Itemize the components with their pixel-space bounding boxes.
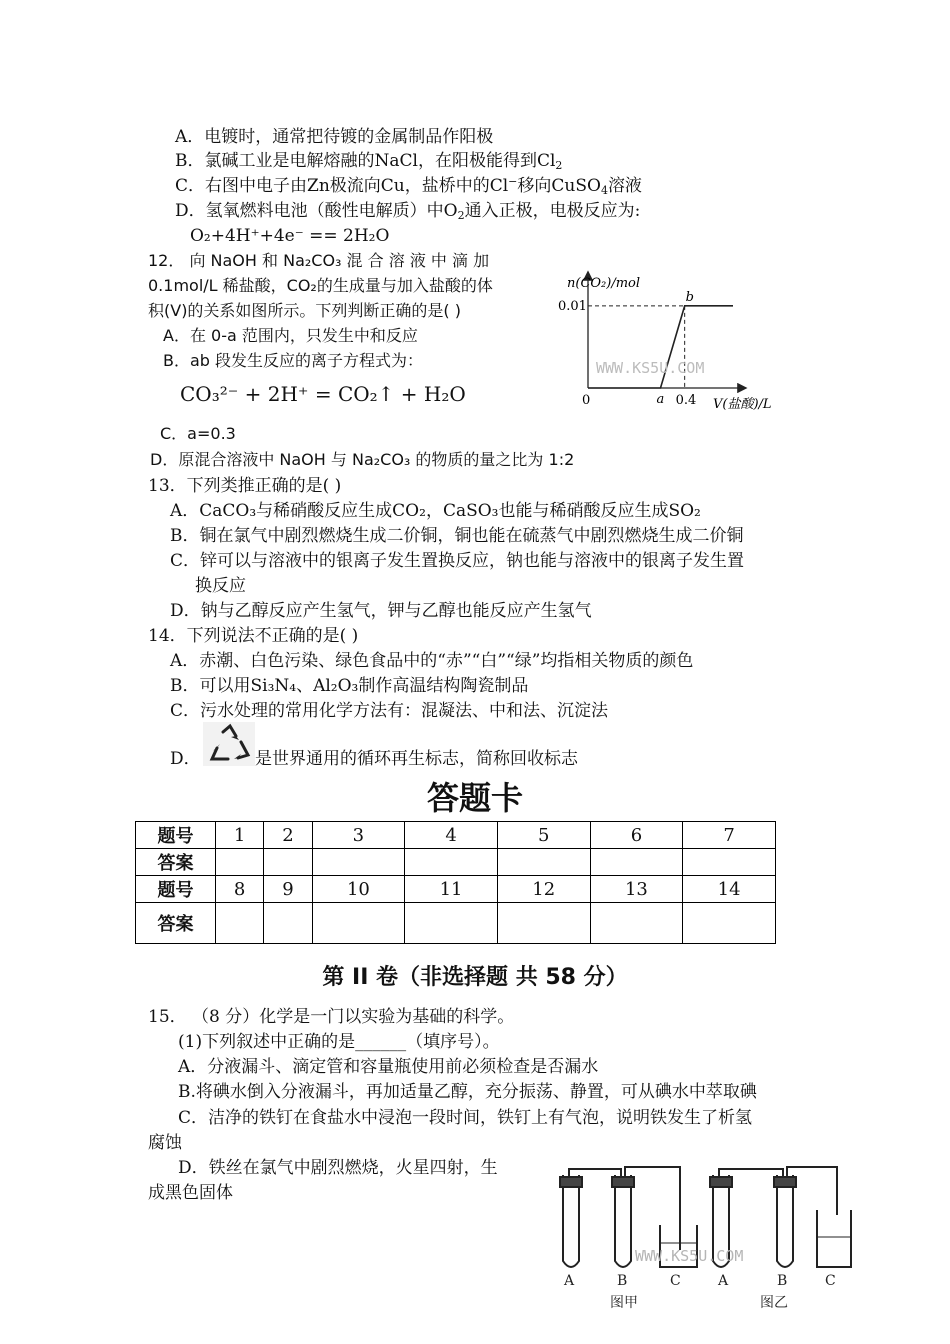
question-number-cell: 2: [264, 822, 312, 849]
table-row: [136, 876, 776, 903]
q12-co2-chart: [555, 265, 790, 415]
stopper-a-left: [560, 1177, 582, 1187]
q15-sub1: (1)下列叙述中正确的是______（填序号）。: [178, 1032, 500, 1052]
y-axis-label: n(CO₂)/mol: [567, 276, 641, 291]
answer-cell[interactable]: [590, 849, 683, 876]
x-tick-label-0-4: 0.4: [675, 393, 697, 408]
answer-card-title: 答题卡: [426, 779, 523, 817]
apparatus-figure: [555, 1165, 855, 1315]
label-c-left: C: [670, 1273, 681, 1289]
test-tube-b-left: [615, 1175, 631, 1267]
chart-watermark: WWW.KS5U.COM: [596, 359, 705, 377]
q13-option-c-line1: C．锌可以与溶液中的银离子发生置换反应，钠也能与溶液中的银离子发生置: [170, 551, 745, 571]
q13-option-c-line2: 换反应: [195, 576, 246, 596]
answer-cell[interactable]: [405, 849, 498, 876]
q14-stem: 14．下列说法不正确的是( ): [148, 626, 359, 646]
answer-cell[interactable]: [264, 849, 312, 876]
answer-cell[interactable]: [590, 903, 683, 944]
answer-cell[interactable]: [264, 903, 312, 944]
q11-equation: O₂+4H⁺+4e⁻ == 2H₂O: [190, 226, 390, 246]
section-2-title: 第 II 卷（非选择题 共 58 分）: [322, 965, 628, 990]
answer-header: 答案: [136, 849, 216, 876]
stopper-b-left: [612, 1177, 634, 1187]
label-b-right: B: [777, 1273, 788, 1289]
q11-option-b: B．氯碱工业是电解熔融的NaCl，在阳极能得到$Cl_2$: [175, 151, 563, 172]
answer-cell[interactable]: [405, 903, 498, 944]
answer-cell[interactable]: [683, 849, 776, 876]
question-number-cell: 3: [312, 822, 405, 849]
answer-cell[interactable]: [216, 849, 264, 876]
answer-header: 答案: [136, 903, 216, 944]
q13-stem: 13．下列类推正确的是( ): [148, 476, 342, 496]
q15-option-d-line1: D．铁丝在氯气中剧烈燃烧，火星四射，生: [178, 1158, 498, 1178]
answer-cell[interactable]: [312, 849, 405, 876]
test-tube-a-left: [563, 1175, 579, 1267]
q12-option-c: C．a=0.3: [160, 424, 236, 443]
table-row: [136, 903, 776, 944]
question-number-cell: 14: [683, 876, 776, 903]
question-number-header: 题号: [136, 822, 216, 849]
question-number-cell: 13: [590, 876, 683, 903]
q12-stem-line3: 积(V)的关系如图所示。下列判断正确的是( ): [148, 301, 462, 320]
x-tick-label-a: a: [656, 392, 665, 407]
y-tick-label: 0.01: [558, 298, 587, 314]
q14-option-b: B．可以用Si₃N₄、Al₂O₃制作高温结构陶瓷制品: [170, 676, 529, 696]
origin-label: 0: [582, 393, 591, 408]
question-number-cell: 12: [497, 876, 590, 903]
q12-ionic-equation: CO₃²⁻ + 2H⁺ = CO₂↑ + H₂O: [180, 382, 466, 406]
q14-option-c: C．污水处理的常用化学方法有：混凝法、中和法、沉淀法: [170, 701, 609, 721]
q12-option-b: B．ab 段发生反应的离子方程式为：: [163, 351, 424, 370]
watermark: WWW.KS5U.COM: [635, 1247, 744, 1265]
question-number-cell: 1: [216, 822, 264, 849]
caption-right: 图乙: [760, 1295, 788, 1311]
answer-card-table: [135, 821, 776, 944]
label-a-right: A: [718, 1273, 729, 1289]
question-number-cell: 8: [216, 876, 264, 903]
question-number-header: 题号: [136, 876, 216, 903]
answer-cell[interactable]: [683, 903, 776, 944]
x-axis-label: V(盐酸)/L: [713, 397, 772, 412]
beaker-c-right: [817, 1210, 851, 1267]
q15-option-c-line1: C．洁净的铁钉在食盐水中浸泡一段时间，铁钉上有气泡，说明铁发生了析氢: [178, 1108, 753, 1128]
answer-cell[interactable]: [312, 903, 405, 944]
answer-cell[interactable]: [497, 903, 590, 944]
q14-option-d-label: D．: [170, 749, 201, 769]
table-row: [136, 822, 776, 849]
question-number-cell: 10: [312, 876, 405, 903]
tube-ab-left: [569, 1169, 621, 1177]
q12-stem-line1: 12． 向 NaOH 和 Na₂CO₃ 混 合 溶 液 中 滴 加: [148, 251, 490, 270]
question-number-cell: 4: [405, 822, 498, 849]
q15-option-a: A．分液漏斗、滴定管和容量瓶使用前必须检查是否漏水: [178, 1057, 599, 1077]
question-number-cell: 6: [590, 822, 683, 849]
question-number-cell: 11: [405, 876, 498, 903]
q13-option-d: D．钠与乙醇反应产生氢气，钾与乙醇也能反应产生氢气: [170, 601, 592, 621]
test-tube-b-right: [777, 1175, 793, 1267]
q12-option-a: A．在 0-a 范围内，只发生中和反应: [163, 326, 418, 345]
question-number-cell: 9: [264, 876, 312, 903]
table-row: [136, 849, 776, 876]
point-label-b: b: [685, 289, 694, 305]
recycle-icon: [203, 722, 255, 766]
q12-stem-line2: 0.1mol/L 稀盐酸，CO₂的生成量与加入盐酸的体: [148, 276, 493, 295]
q11-option-d: D．氢氧燃料电池（酸性电解质）中$O_2$通入正极，电极反应为:: [175, 201, 641, 222]
label-c-right: C: [825, 1273, 836, 1289]
q12-option-d: D．原混合溶液中 NaOH 与 Na₂CO₃ 的物质的量之比为 1:2: [150, 450, 575, 469]
question-number-cell: 7: [683, 822, 776, 849]
q11-option-a: A．电镀时，通常把待镀的金属制品作阳极: [175, 127, 494, 147]
q14-option-a: A．赤潮、白色污染、绿色食品中的“赤”“白”“绿”均指相关物质的颜色: [170, 651, 694, 671]
q15-option-c-line2: 腐蚀: [148, 1133, 182, 1153]
q14-option-d-text: 是世界通用的循环再生标志，简称回收标志: [255, 749, 578, 769]
answer-cell[interactable]: [216, 903, 264, 944]
question-number-cell: 5: [497, 822, 590, 849]
q13-option-a: A．CaCO₃与稀硝酸反应生成CO₂，CaSO₃也能与稀硝酸反应生成SO₂: [170, 501, 701, 521]
q13-option-b: B．铜在氯气中剧烈燃烧生成二价铜，铜也能在硫蒸气中剧烈燃烧生成二价铜: [170, 526, 744, 546]
q11-option-c: C．右图中电子由Zn极流向Cu，盐桥中的Cl−移向CuSO$_4$溶液: [175, 175, 642, 197]
q15-stem: 15． （8 分）化学是一门以实验为基础的科学。: [148, 1007, 515, 1027]
answer-cell[interactable]: [497, 849, 590, 876]
q15-option-d-line2: 成黑色固体: [148, 1183, 233, 1203]
q15-option-b: B.将碘水倒入分液漏斗，再加适量乙醇，充分振荡、静置，可从碘水中萃取碘: [178, 1082, 757, 1102]
label-b-left: B: [617, 1273, 628, 1289]
caption-left: 图甲: [610, 1295, 638, 1311]
label-a-left: A: [564, 1273, 575, 1289]
